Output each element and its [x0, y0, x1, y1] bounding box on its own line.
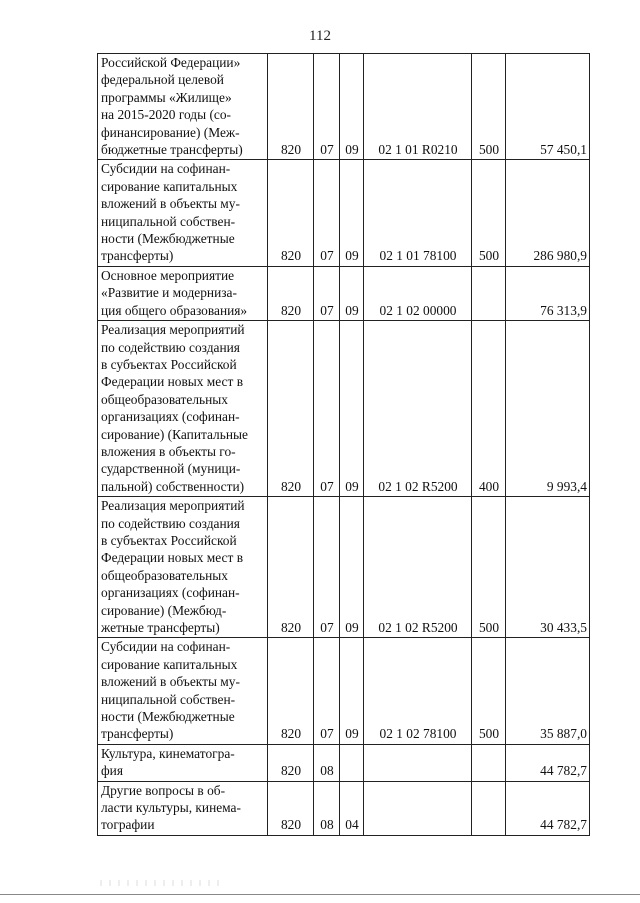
item-name-line: общеобразовательных [101, 391, 229, 407]
target-article-cell: 02 1 02 78100 [364, 638, 472, 744]
page-bottom-rule [0, 894, 640, 895]
item-name-line: сирование капитальных [101, 178, 238, 194]
admin-code-cell: 820 [268, 744, 314, 781]
subsection-cell: 09 [340, 638, 364, 744]
item-name-line: сирование) (Межбюд- [101, 602, 227, 618]
section-cell: 07 [314, 266, 340, 320]
item-name-line: трансферты) [101, 248, 174, 264]
table-row [98, 638, 590, 744]
item-name-line: в субъектах Российской [101, 356, 237, 372]
budget-table-body [98, 54, 590, 836]
item-name-line: финансирование) (Меж- [101, 124, 240, 140]
target-article-cell: 02 1 02 R5200 [364, 497, 472, 638]
target-article-cell [364, 781, 472, 835]
budget-table [97, 53, 590, 836]
target-article-cell: 02 1 01 78100 [364, 160, 472, 266]
item-name-line: Реализация мероприятий [101, 322, 245, 338]
item-name-line: сударственной (муници- [101, 461, 241, 477]
table-row [98, 54, 590, 160]
item-name-cell [98, 160, 268, 266]
item-name-line: на 2015-2020 годы (со- [101, 107, 232, 123]
item-name-line: фия [101, 763, 124, 779]
item-name-cell [98, 744, 268, 781]
amount-cell: 57 450,1 [506, 54, 590, 160]
item-name-line: организациях (софинан- [101, 585, 240, 601]
admin-code-cell: 820 [268, 497, 314, 638]
item-name-line: Российской Федерации» [101, 55, 241, 70]
admin-code-cell: 820 [268, 160, 314, 266]
amount-cell: 76 313,9 [506, 266, 590, 320]
subsection-cell: 09 [340, 266, 364, 320]
item-name-line: ция общего образования» [101, 302, 248, 318]
item-name-cell [98, 321, 268, 497]
expense-type-cell [472, 266, 506, 320]
section-cell: 07 [314, 321, 340, 497]
table-row [98, 266, 590, 320]
section-cell: 07 [314, 497, 340, 638]
section-cell: 07 [314, 638, 340, 744]
expense-type-cell: 500 [472, 160, 506, 266]
item-name-line: Основное мероприятие [101, 267, 235, 283]
amount-cell: 30 433,5 [506, 497, 590, 638]
item-name-line: сирование капитальных [101, 656, 238, 672]
item-name-cell [98, 54, 268, 160]
section-cell: 08 [314, 744, 340, 781]
table-row [98, 160, 590, 266]
admin-code-cell: 820 [268, 638, 314, 744]
item-name-cell [98, 781, 268, 835]
item-name-line: ности (Межбюджетные [101, 231, 235, 247]
item-name-line: трансферты) [101, 726, 174, 742]
amount-cell: 35 887,0 [506, 638, 590, 744]
amount-cell: 9 993,4 [506, 321, 590, 497]
item-name-line: вложения в объекты го- [101, 443, 236, 459]
admin-code-cell: 820 [268, 54, 314, 160]
subsection-cell: 09 [340, 497, 364, 638]
subsection-cell: 04 [340, 781, 364, 835]
item-name-line: Федерации новых мест в [101, 550, 244, 566]
item-name-line: по содействию создания [101, 515, 240, 531]
admin-code-cell: 820 [268, 266, 314, 320]
item-name-line: в субъектах Российской [101, 532, 237, 548]
item-name-line: Субсидии на софинан- [101, 639, 231, 655]
item-name-line: бюджетные трансферты) [101, 142, 243, 158]
item-name-line: организациях (софинан- [101, 409, 240, 425]
expense-type-cell [472, 781, 506, 835]
page-number: 112 [309, 28, 331, 44]
section-cell: 07 [314, 54, 340, 160]
item-name-line: ласти культуры, кинема- [101, 800, 241, 816]
item-name-cell [98, 638, 268, 744]
item-name-line: ности (Межбюджетные [101, 709, 235, 725]
item-name-line: Культура, кинематогра- [101, 745, 235, 761]
item-name-line: Субсидии на софинан- [101, 161, 231, 177]
table-row [98, 744, 590, 781]
item-name-line: ниципальной собствен- [101, 691, 236, 707]
subsection-cell: 09 [340, 160, 364, 266]
amount-cell: 44 782,7 [506, 781, 590, 835]
scan-artifact [100, 880, 220, 886]
item-name-line: Другие вопросы в об- [101, 782, 226, 798]
admin-code-cell: 820 [268, 321, 314, 497]
expense-type-cell: 500 [472, 638, 506, 744]
admin-code-cell: 820 [268, 781, 314, 835]
section-cell: 07 [314, 160, 340, 266]
target-article-cell: 02 1 02 00000 [364, 266, 472, 320]
expense-type-cell: 400 [472, 321, 506, 497]
item-name-line: по содействию создания [101, 339, 240, 355]
item-name-cell [98, 266, 268, 320]
item-name-cell [98, 497, 268, 638]
expense-type-cell: 500 [472, 497, 506, 638]
amount-cell: 44 782,7 [506, 744, 590, 781]
subsection-cell [340, 744, 364, 781]
subsection-cell: 09 [340, 54, 364, 160]
item-name-line: вложений в объекты му- [101, 196, 240, 212]
target-article-cell [364, 744, 472, 781]
target-article-cell: 02 1 01 R0210 [364, 54, 472, 160]
item-name-line: «Развитие и модерниза- [101, 285, 237, 301]
item-name-line: Федерации новых мест в [101, 374, 244, 390]
item-name-line: Реализация мероприятий [101, 498, 245, 514]
item-name-line: ниципальной собствен- [101, 213, 236, 229]
item-name-line: пальной) собственности) [101, 478, 245, 494]
amount-cell: 286 980,9 [506, 160, 590, 266]
item-name-line: жетные трансферты) [101, 620, 220, 635]
item-name-line: вложений в объекты му- [101, 674, 240, 690]
table-row [98, 497, 590, 638]
item-name-line: сирование) (Капитальные [101, 426, 248, 442]
table-row [98, 781, 590, 835]
subsection-cell: 09 [340, 321, 364, 497]
target-article-cell: 02 1 02 R5200 [364, 321, 472, 497]
expense-type-cell: 500 [472, 54, 506, 160]
item-name-line: федеральной целевой [101, 72, 224, 88]
item-name-line: тографии [101, 817, 155, 833]
item-name-line: программы «Жилище» [101, 89, 232, 105]
section-cell: 08 [314, 781, 340, 835]
expense-type-cell [472, 744, 506, 781]
item-name-line: общеобразовательных [101, 567, 229, 583]
table-row [98, 321, 590, 497]
